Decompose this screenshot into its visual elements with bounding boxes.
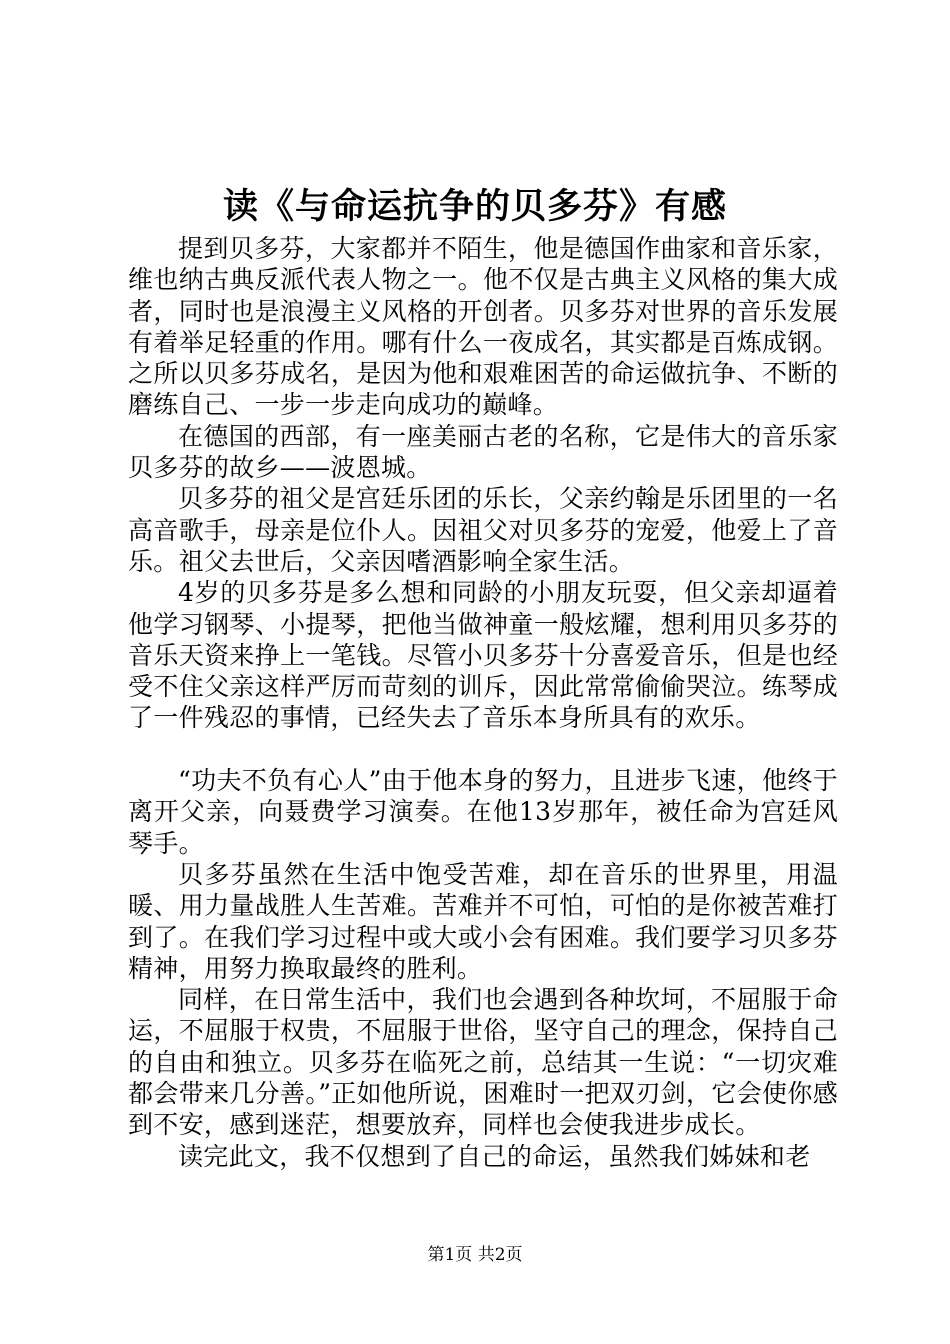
paragraph: 同样，在日常生活中，我们也会遇到各种坎坷，不屈服于命运，不屈服于权贵，不屈服于世俗，坚守自己的理念，保持自己的自由和独立。贝多芬在临死之前，总结其一生说：“一切灾难都会带来几分善。”正如他所说，困难时一把双刃剑，它会使你感到不安，感到迷茫，想要放弃，同样也会使我进步成长。	[128, 985, 838, 1140]
paragraph: 读完此文，我不仅想到了自己的命运，虽然我们姊妹和老	[178, 1141, 811, 1171]
paragraph: 贝多芬虽然在生活中饱受苦难，却在音乐的世界里，用温暖、用力量战胜人生苦难。苦难并不可怕，可怕的是你被苦难打到了。在我们学习过程中或大或小会有困难。我们要学习贝多芬精神，用努力换取最终的胜利。	[128, 859, 838, 983]
document-body	[128, 233, 838, 1172]
paragraph: 提到贝多芬，大家都并不陌生，他是德国作曲家和音乐家，维也纳古典反派代表人物之一。他不仅是古典主义风格的集大成者，同时也是浪漫主义风格的开创者。贝多芬对世界的音乐发展有着举足轻重的作用。哪有什么一夜成名，其实都是百炼成钢。之所以贝多芬成名，是因为他和艰难困苦的命运做抗争、不断的磨练自己、一步一步走向成功的巅峰。	[128, 234, 838, 420]
paragraph: 贝多芬的祖父是宫廷乐团的乐长，父亲约翰是乐团里的一名高音歌手，母亲是位仆人。因祖父对贝多芬的宠爱，他爱上了音乐。祖父去世后，父亲因嗜酒影响全家生活。	[128, 484, 838, 576]
paragraph: “功夫不负有心人”由于他本身的努力，且进步飞速，他终于离开父亲，向聂费学习演奏。在他13岁那年，被任命为宫廷风琴手。	[128, 766, 838, 858]
document-title: 读《与命运抗争的贝多芬》有感	[222, 186, 727, 227]
paragraph: 在德国的西部，有一座美丽古老的名称，它是伟大的音乐家贝多芬的故乡——波恩城。	[128, 421, 838, 483]
page-footer: 第1页 共2页	[427, 1245, 523, 1265]
paragraph: 4岁的贝多芬是多么想和同龄的小朋友玩耍，但父亲却逼着他学习钢琴、小提琴，把他当做神童一般炫耀，想利用贝多芬的音乐天资来挣上一笔钱。尽管小贝多芬十分喜爱音乐，但是也经受不住父亲这样严厉而苛刻的训斥，因此常常偷偷哭泣。练琴成了一件残忍的事情，已经失去了音乐本身所具有的欢乐。	[128, 578, 838, 733]
